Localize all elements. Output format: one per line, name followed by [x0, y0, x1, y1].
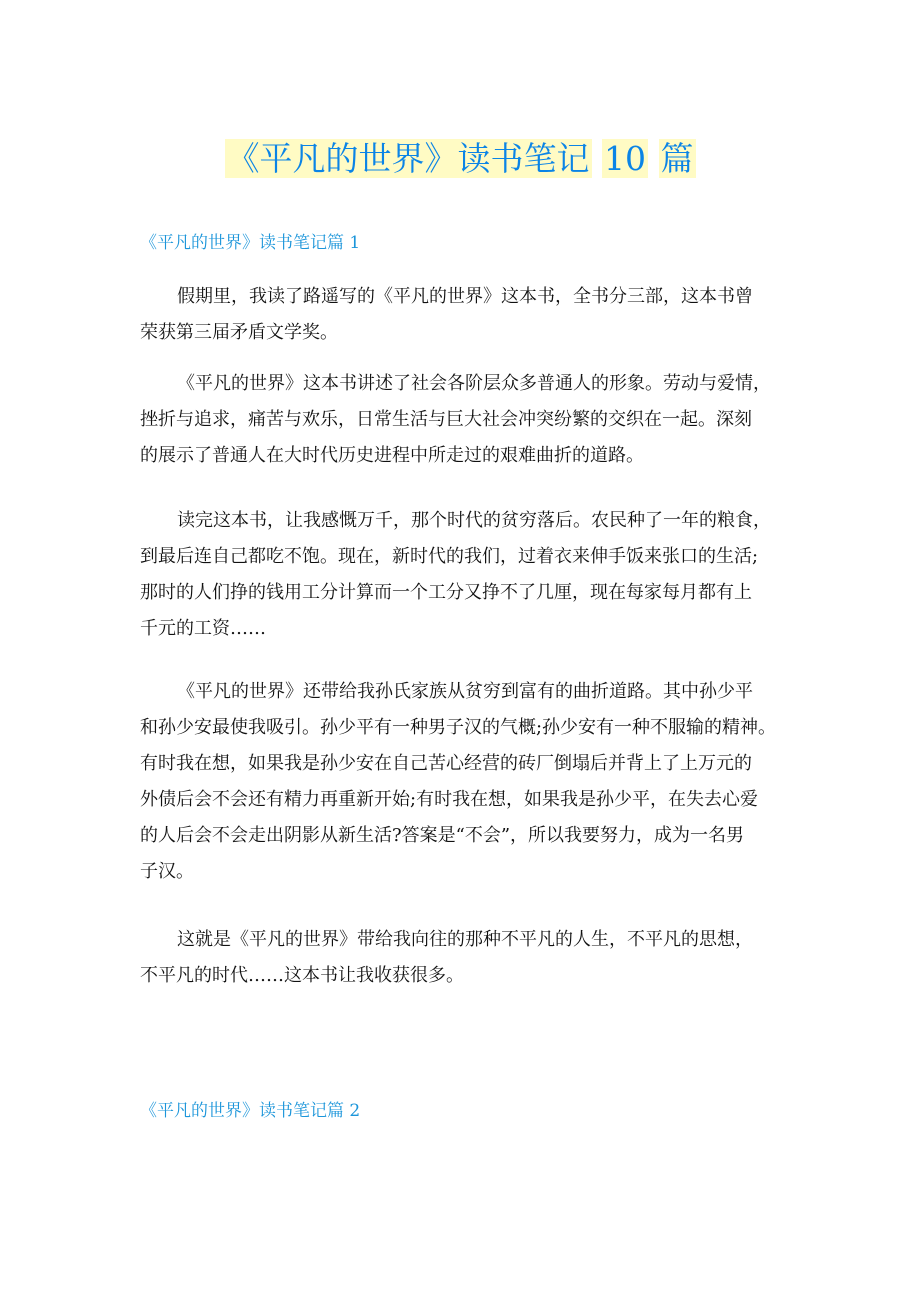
title-main: 《平凡的世界》读书笔记 [226, 139, 590, 178]
paragraph-line: 假期里，我读了路遥写的《平凡的世界》这本书，全书分三部，这本书曾 [177, 286, 753, 307]
paragraph [140, 674, 820, 890]
paragraph-line: 《平凡的世界》这本书讲述了社会各阶层众多普通人的形象。劳动与爱情， [177, 373, 771, 394]
paragraph-line: 读完这本书，让我感慨万千，那个时代的贫穷落后。农民种了一年的粮食， [177, 510, 771, 531]
paragraph-line: 这就是《平凡的世界》带给我向往的那种不平凡的人生，不平凡的思想， [177, 929, 753, 950]
paragraph-line: 和孙少安最使我吸引。孙少平有一种男子汉的气概;孙少安有一种不服输的精神。 [140, 717, 777, 738]
paragraph-line: 到最后连自己都吃不饱。现在，新时代的我们，过着衣来伸手饭来张口的生活; [140, 546, 759, 567]
paragraph-line: 荣获第三届矛盾文学奖。 [140, 322, 338, 343]
paragraph-line: 《平凡的世界》还带给我孙氏家族从贫穷到富有的曲折道路。其中孙少平 [177, 681, 753, 702]
paragraph-line: 的人后会不会走出阴影从新生活?答案是“不会”，所以我要努力，成为一名男 [140, 825, 745, 846]
paragraph-line: 的展示了普通人在大时代历史进程中所走过的艰难曲折的道路。 [140, 445, 644, 466]
paragraph-line: 千元的工资…… [140, 618, 266, 639]
title-tail: 篇 [660, 139, 694, 178]
title-number: 10 [604, 139, 646, 178]
document-title [0, 137, 920, 181]
paragraph-line: 不平凡的时代……这本书让我收获很多。 [140, 965, 464, 986]
paragraph [140, 279, 820, 351]
paragraph [140, 922, 820, 994]
paragraph-line: 那时的人们挣的钱用工分计算而一个工分又挣不了几厘，现在每家每月都有上 [140, 582, 752, 603]
paragraph [140, 503, 820, 647]
paragraph-line: 有时我在想，如果我是孙少安在自己苦心经营的砖厂倒塌后并背上了上万元的 [140, 753, 752, 774]
paragraph-line: 挫折与追求，痛苦与欢乐，日常生活与巨大社会冲突纷繁的交织在一起。深刻 [140, 409, 752, 430]
section-heading-2: 《平凡的世界》读书笔记篇 2 [140, 1101, 361, 1121]
paragraph [140, 366, 820, 474]
paragraph-line: 外债后会不会还有精力再重新开始;有时我在想，如果我是孙少平，在失去心爱 [140, 789, 759, 810]
paragraph-line: 子汉。 [140, 861, 194, 882]
section-heading-1: 《平凡的世界》读书笔记篇 1 [140, 233, 361, 253]
